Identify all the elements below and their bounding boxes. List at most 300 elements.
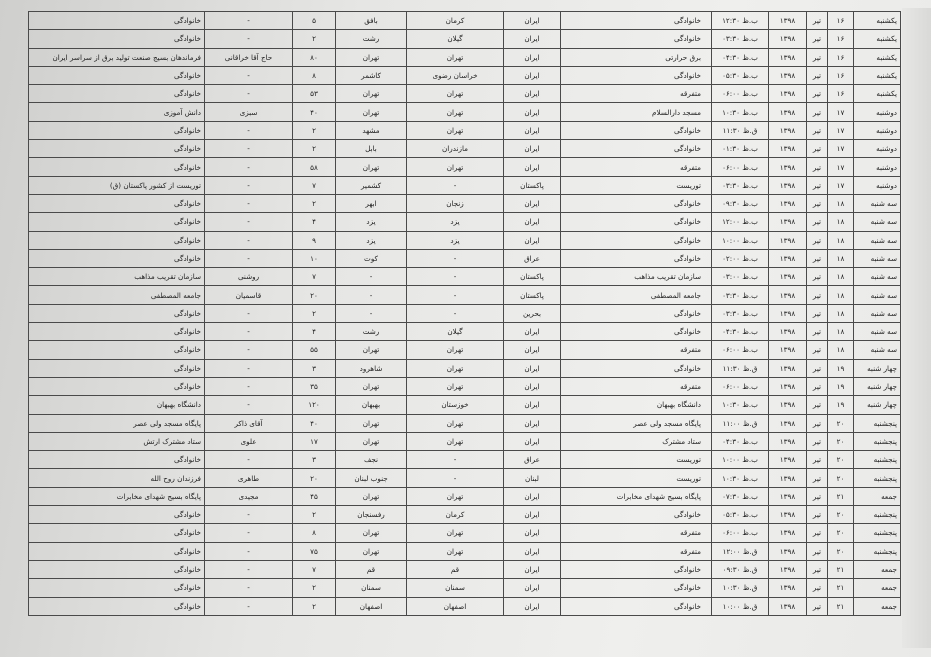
notes-cell: خانوادگی (29, 524, 205, 542)
notes-cell: خانوادگی (29, 359, 205, 377)
day-cell: ۱۸ (828, 304, 854, 322)
province-cell: کرمان (407, 506, 504, 524)
day-cell: ۱۷ (828, 103, 854, 121)
day-cell: ۲۰ (828, 432, 854, 450)
country-cell: ایران (504, 140, 561, 158)
province-cell: - (407, 451, 504, 469)
time-cell: ب.ظ ۱۲:۰۰ (712, 213, 769, 231)
year-cell: ۱۳۹۸ (769, 140, 807, 158)
month-cell: تیر (807, 30, 828, 48)
sheet-edge (902, 8, 931, 648)
day-of-week-cell: سه شنبه (854, 286, 901, 304)
country-cell: عراق (504, 451, 561, 469)
table-row (29, 158, 901, 176)
notes-cell: دانشگاه بهبهان (29, 396, 205, 414)
city-cell: تهران (336, 48, 407, 66)
count-cell: ۳ (293, 451, 336, 469)
day-cell: ۱۷ (828, 121, 854, 139)
time-cell: ب.ظ ۱۰:۳۰ (712, 396, 769, 414)
city-cell: - (336, 286, 407, 304)
notes-cell: خانوادگی (29, 249, 205, 267)
province-cell: یزد (407, 213, 504, 231)
table-row (29, 176, 901, 194)
day-cell: ۲۰ (828, 542, 854, 560)
year-cell: ۱۳۹۸ (769, 560, 807, 578)
table-row (29, 194, 901, 212)
leader-cell: علوی (205, 432, 293, 450)
leader-cell: - (205, 560, 293, 578)
day-cell: ۱۸ (828, 286, 854, 304)
notes-cell: خانوادگی (29, 140, 205, 158)
day-of-week-cell: سه شنبه (854, 213, 901, 231)
day-cell: ۲۰ (828, 414, 854, 432)
province-cell: - (407, 176, 504, 194)
notes-cell: خانوادگی (29, 506, 205, 524)
year-cell: ۱۳۹۸ (769, 30, 807, 48)
count-cell: ۸ (293, 66, 336, 84)
group-type-cell: متفرقه (561, 542, 712, 560)
city-cell: اصفهان (336, 597, 407, 615)
count-cell: ۴ (293, 323, 336, 341)
year-cell: ۱۳۹۸ (769, 213, 807, 231)
city-cell: - (336, 304, 407, 322)
group-type-cell: خانوادگی (561, 304, 712, 322)
month-cell: تیر (807, 560, 828, 578)
city-cell: کاشمر (336, 66, 407, 84)
city-cell: مشهد (336, 121, 407, 139)
year-cell: ۱۳۹۸ (769, 396, 807, 414)
group-type-cell: مسجد دارالسلام (561, 103, 712, 121)
year-cell: ۱۳۹۸ (769, 103, 807, 121)
city-cell: ابهر (336, 194, 407, 212)
city-cell: تهران (336, 103, 407, 121)
day-of-week-cell: دوشنبه (854, 158, 901, 176)
year-cell: ۱۳۹۸ (769, 66, 807, 84)
group-type-cell: جامعه المصطفی (561, 286, 712, 304)
day-cell: ۲۱ (828, 487, 854, 505)
day-cell: ۱۶ (828, 12, 854, 30)
leader-cell: - (205, 213, 293, 231)
group-type-cell: خانوادگی (561, 359, 712, 377)
city-cell: - (336, 268, 407, 286)
leader-cell: - (205, 597, 293, 615)
month-cell: تیر (807, 542, 828, 560)
day-of-week-cell: پنجشنبه (854, 524, 901, 542)
day-of-week-cell: پنجشنبه (854, 542, 901, 560)
leader-cell: سبزی (205, 103, 293, 121)
year-cell: ۱۳۹۸ (769, 341, 807, 359)
time-cell: ب.ظ ۰۴:۳۰ (712, 432, 769, 450)
country-cell: ایران (504, 48, 561, 66)
notes-cell: پایگاه مسجد ولی عصر (29, 414, 205, 432)
count-cell: ۷۵ (293, 542, 336, 560)
notes-cell: خانوادگی (29, 158, 205, 176)
count-cell: ۸ (293, 524, 336, 542)
table-row (29, 597, 901, 615)
time-cell: ب.ظ ۰۴:۳۰ (712, 48, 769, 66)
leader-cell: آقای ذاکر (205, 414, 293, 432)
count-cell: ۱۰ (293, 249, 336, 267)
time-cell: ق.ظ ۱۰:۰۰ (712, 597, 769, 615)
month-cell: تیر (807, 414, 828, 432)
day-cell: ۱۷ (828, 158, 854, 176)
province-cell: تهران (407, 542, 504, 560)
group-type-cell: خانوادگی (561, 140, 712, 158)
count-cell: ۲۰ (293, 469, 336, 487)
group-type-cell: خانوادگی (561, 12, 712, 30)
time-cell: ب.ظ ۱۰:۳۰ (712, 103, 769, 121)
year-cell: ۱۳۹۸ (769, 231, 807, 249)
table-row (29, 231, 901, 249)
count-cell: ۴۰ (293, 414, 336, 432)
group-type-cell: متفرقه (561, 85, 712, 103)
city-cell: بهبهان (336, 396, 407, 414)
day-of-week-cell: پنجشنبه (854, 451, 901, 469)
day-of-week-cell: دوشنبه (854, 121, 901, 139)
month-cell: تیر (807, 432, 828, 450)
month-cell: تیر (807, 85, 828, 103)
month-cell: تیر (807, 176, 828, 194)
table-row (29, 140, 901, 158)
month-cell: تیر (807, 231, 828, 249)
year-cell: ۱۳۹۸ (769, 12, 807, 30)
notes-cell: خانوادگی (29, 377, 205, 395)
table-row (29, 48, 901, 66)
province-cell: گیلان (407, 30, 504, 48)
table-row (29, 286, 901, 304)
notes-cell: سازمان تقریب مذاهب (29, 268, 205, 286)
count-cell: ۲ (293, 121, 336, 139)
notes-cell: خانوادگی (29, 30, 205, 48)
city-cell: کشمیر (336, 176, 407, 194)
leader-cell: - (205, 140, 293, 158)
table-row (29, 359, 901, 377)
leader-cell: مجیدی (205, 487, 293, 505)
year-cell: ۱۳۹۸ (769, 579, 807, 597)
table-row (29, 542, 901, 560)
count-cell: ۴۰ (293, 103, 336, 121)
count-cell: ۱۲۰ (293, 396, 336, 414)
day-of-week-cell: جمعه (854, 597, 901, 615)
month-cell: تیر (807, 268, 828, 286)
group-type-cell: خانوادگی (561, 66, 712, 84)
notes-cell: خانوادگی (29, 121, 205, 139)
table-row (29, 579, 901, 597)
leader-cell: حاج آقا خراقانی (205, 48, 293, 66)
notes-cell: خانوادگی (29, 213, 205, 231)
year-cell: ۱۳۹۸ (769, 377, 807, 395)
city-cell: تهران (336, 542, 407, 560)
country-cell: ایران (504, 323, 561, 341)
province-cell: - (407, 304, 504, 322)
group-type-cell: متفرقه (561, 377, 712, 395)
year-cell: ۱۳۹۸ (769, 432, 807, 450)
leader-cell: طاهری (205, 469, 293, 487)
leader-cell: - (205, 451, 293, 469)
day-cell: ۱۸ (828, 194, 854, 212)
leader-cell: قاسمیان (205, 286, 293, 304)
province-cell: تهران (407, 121, 504, 139)
table-row (29, 560, 901, 578)
group-type-cell: خانوادگی (561, 194, 712, 212)
count-cell: ۳ (293, 359, 336, 377)
group-type-cell: خانوادگی (561, 506, 712, 524)
country-cell: ایران (504, 194, 561, 212)
day-of-week-cell: چهار شنبه (854, 359, 901, 377)
day-cell: ۱۶ (828, 30, 854, 48)
month-cell: تیر (807, 359, 828, 377)
day-of-week-cell: سه شنبه (854, 304, 901, 322)
leader-cell: - (205, 341, 293, 359)
time-cell: ب.ظ ۰۳:۳۰ (712, 30, 769, 48)
notes-cell: خانوادگی (29, 194, 205, 212)
notes-cell: خانوادگی (29, 85, 205, 103)
time-cell: ب.ظ ۰۶:۰۰ (712, 85, 769, 103)
day-of-week-cell: پنجشنبه (854, 414, 901, 432)
day-cell: ۱۸ (828, 341, 854, 359)
time-cell: ب.ظ ۰۳:۳۰ (712, 286, 769, 304)
province-cell: تهران (407, 85, 504, 103)
notes-cell: خانوادگی (29, 341, 205, 359)
day-cell: ۱۸ (828, 249, 854, 267)
day-of-week-cell: یکشنبه (854, 12, 901, 30)
day-cell: ۲۰ (828, 469, 854, 487)
year-cell: ۱۳۹۸ (769, 542, 807, 560)
table-row (29, 469, 901, 487)
year-cell: ۱۳۹۸ (769, 304, 807, 322)
notes-cell: فرزندان روح الله (29, 469, 205, 487)
table-row (29, 121, 901, 139)
day-of-week-cell: جمعه (854, 487, 901, 505)
day-cell: ۱۸ (828, 231, 854, 249)
month-cell: تیر (807, 469, 828, 487)
notes-cell: توریست از کشور پاکستان (ق) (29, 176, 205, 194)
province-cell: - (407, 249, 504, 267)
notes-cell: خانوادگی (29, 597, 205, 615)
country-cell: پاکستان (504, 176, 561, 194)
day-of-week-cell: سه شنبه (854, 341, 901, 359)
day-cell: ۱۷ (828, 140, 854, 158)
city-cell: رشت (336, 323, 407, 341)
day-of-week-cell: یکشنبه (854, 48, 901, 66)
leader-cell: روشنی (205, 268, 293, 286)
province-cell: - (407, 469, 504, 487)
month-cell: تیر (807, 48, 828, 66)
time-cell: ب.ظ ۰۹:۳۰ (712, 194, 769, 212)
day-of-week-cell: جمعه (854, 560, 901, 578)
province-cell: تهران (407, 432, 504, 450)
leader-cell: - (205, 579, 293, 597)
province-cell: تهران (407, 524, 504, 542)
leader-cell: - (205, 176, 293, 194)
time-cell: ب.ظ ۱۲:۳۰ (712, 12, 769, 30)
count-cell: ۷ (293, 560, 336, 578)
month-cell: تیر (807, 158, 828, 176)
group-type-cell: خانوادگی (561, 560, 712, 578)
count-cell: ۲ (293, 597, 336, 615)
count-cell: ۲ (293, 304, 336, 322)
country-cell: لبنان (504, 469, 561, 487)
year-cell: ۱۳۹۸ (769, 597, 807, 615)
city-cell: جنوب لبنان (336, 469, 407, 487)
count-cell: ۴۵ (293, 487, 336, 505)
province-cell: تهران (407, 103, 504, 121)
group-type-cell: توریست (561, 451, 712, 469)
city-cell: تهران (336, 414, 407, 432)
year-cell: ۱۳۹۸ (769, 451, 807, 469)
time-cell: ب.ظ ۰۵:۳۰ (712, 506, 769, 524)
country-cell: پاکستان (504, 268, 561, 286)
count-cell: ۲ (293, 194, 336, 212)
table-row (29, 451, 901, 469)
group-type-cell: خانوادگی (561, 323, 712, 341)
month-cell: تیر (807, 341, 828, 359)
day-of-week-cell: پنجشنبه (854, 432, 901, 450)
count-cell: ۲۰ (293, 286, 336, 304)
month-cell: تیر (807, 66, 828, 84)
group-type-cell: پایگاه بسیج شهدای مخابرات (561, 487, 712, 505)
year-cell: ۱۳۹۸ (769, 469, 807, 487)
country-cell: ایران (504, 12, 561, 30)
day-of-week-cell: چهار شنبه (854, 396, 901, 414)
group-type-cell: خانوادگی (561, 30, 712, 48)
city-cell: بابل (336, 140, 407, 158)
month-cell: تیر (807, 12, 828, 30)
country-cell: ایران (504, 396, 561, 414)
count-cell: ۷ (293, 176, 336, 194)
table-row (29, 12, 901, 30)
group-type-cell: متفرقه (561, 158, 712, 176)
time-cell: ق.ظ ۱۱:۳۰ (712, 121, 769, 139)
province-cell: قم (407, 560, 504, 578)
province-cell: خوزستان (407, 396, 504, 414)
city-cell: یزد (336, 213, 407, 231)
time-cell: ب.ظ ۰۳:۳۰ (712, 304, 769, 322)
leader-cell: - (205, 359, 293, 377)
month-cell: تیر (807, 377, 828, 395)
year-cell: ۱۳۹۸ (769, 286, 807, 304)
group-type-cell: خانوادگی (561, 231, 712, 249)
province-cell: گیلان (407, 323, 504, 341)
leader-cell: - (205, 231, 293, 249)
group-type-cell: خانوادگی (561, 249, 712, 267)
count-cell: ۱۷ (293, 432, 336, 450)
day-of-week-cell: سه شنبه (854, 323, 901, 341)
notes-cell: خانوادگی (29, 66, 205, 84)
month-cell: تیر (807, 487, 828, 505)
visit-schedule-table (28, 11, 901, 616)
time-cell: ب.ظ ۱۰:۰۰ (712, 231, 769, 249)
leader-cell: - (205, 377, 293, 395)
month-cell: تیر (807, 323, 828, 341)
country-cell: ایران (504, 579, 561, 597)
province-cell: تهران (407, 359, 504, 377)
time-cell: ب.ظ ۰۶:۰۰ (712, 341, 769, 359)
notes-cell: جامعه المصطفی (29, 286, 205, 304)
group-type-cell: متفرقه (561, 524, 712, 542)
leader-cell: - (205, 66, 293, 84)
month-cell: تیر (807, 286, 828, 304)
country-cell: ایران (504, 414, 561, 432)
leader-cell: - (205, 304, 293, 322)
leader-cell: - (205, 524, 293, 542)
province-cell: تهران (407, 48, 504, 66)
country-cell: ایران (504, 597, 561, 615)
notes-cell: خانوادگی (29, 304, 205, 322)
month-cell: تیر (807, 249, 828, 267)
country-cell: ایران (504, 213, 561, 231)
group-type-cell: پایگاه مسجد ولی عصر (561, 414, 712, 432)
table-row (29, 432, 901, 450)
country-cell: ایران (504, 542, 561, 560)
time-cell: ب.ظ ۰۵:۳۰ (712, 66, 769, 84)
month-cell: تیر (807, 103, 828, 121)
month-cell: تیر (807, 506, 828, 524)
country-cell: ایران (504, 231, 561, 249)
time-cell: ب.ظ ۰۶:۰۰ (712, 524, 769, 542)
country-cell: ایران (504, 560, 561, 578)
time-cell: ب.ظ ۰۶:۰۰ (712, 158, 769, 176)
table-row (29, 414, 901, 432)
city-cell: نجف (336, 451, 407, 469)
year-cell: ۱۳۹۸ (769, 158, 807, 176)
country-cell: ایران (504, 121, 561, 139)
table-row (29, 341, 901, 359)
city-cell: تهران (336, 158, 407, 176)
table-row (29, 103, 901, 121)
year-cell: ۱۳۹۸ (769, 487, 807, 505)
day-cell: ۲۱ (828, 560, 854, 578)
city-cell: بافق (336, 12, 407, 30)
province-cell: خراسان رضوی (407, 66, 504, 84)
group-type-cell: خانوادگی (561, 597, 712, 615)
leader-cell: - (205, 12, 293, 30)
notes-cell: خانوادگی (29, 560, 205, 578)
day-cell: ۱۸ (828, 213, 854, 231)
leader-cell: - (205, 323, 293, 341)
table-row (29, 268, 901, 286)
day-cell: ۲۰ (828, 451, 854, 469)
month-cell: تیر (807, 597, 828, 615)
month-cell: تیر (807, 121, 828, 139)
group-type-cell: سازمان تقریب مذاهب (561, 268, 712, 286)
notes-cell: خانوادگی (29, 323, 205, 341)
count-cell: ۷ (293, 268, 336, 286)
province-cell: مازندران (407, 140, 504, 158)
city-cell: کوت (336, 249, 407, 267)
month-cell: تیر (807, 194, 828, 212)
count-cell: ۵ (293, 12, 336, 30)
notes-cell: خانوادگی (29, 231, 205, 249)
province-cell: اصفهان (407, 597, 504, 615)
count-cell: ۲ (293, 579, 336, 597)
day-cell: ۱۶ (828, 85, 854, 103)
day-of-week-cell: یکشنبه (854, 85, 901, 103)
city-cell: یزد (336, 231, 407, 249)
group-type-cell: متفرقه (561, 341, 712, 359)
count-cell: ۲ (293, 140, 336, 158)
table-row (29, 396, 901, 414)
table-row (29, 524, 901, 542)
city-cell: تهران (336, 85, 407, 103)
leader-cell: - (205, 542, 293, 560)
count-cell: ۵۵ (293, 341, 336, 359)
year-cell: ۱۳۹۸ (769, 249, 807, 267)
time-cell: ب.ظ ۰۲:۰۰ (712, 249, 769, 267)
leader-cell: - (205, 85, 293, 103)
table-row (29, 323, 901, 341)
year-cell: ۱۳۹۸ (769, 359, 807, 377)
